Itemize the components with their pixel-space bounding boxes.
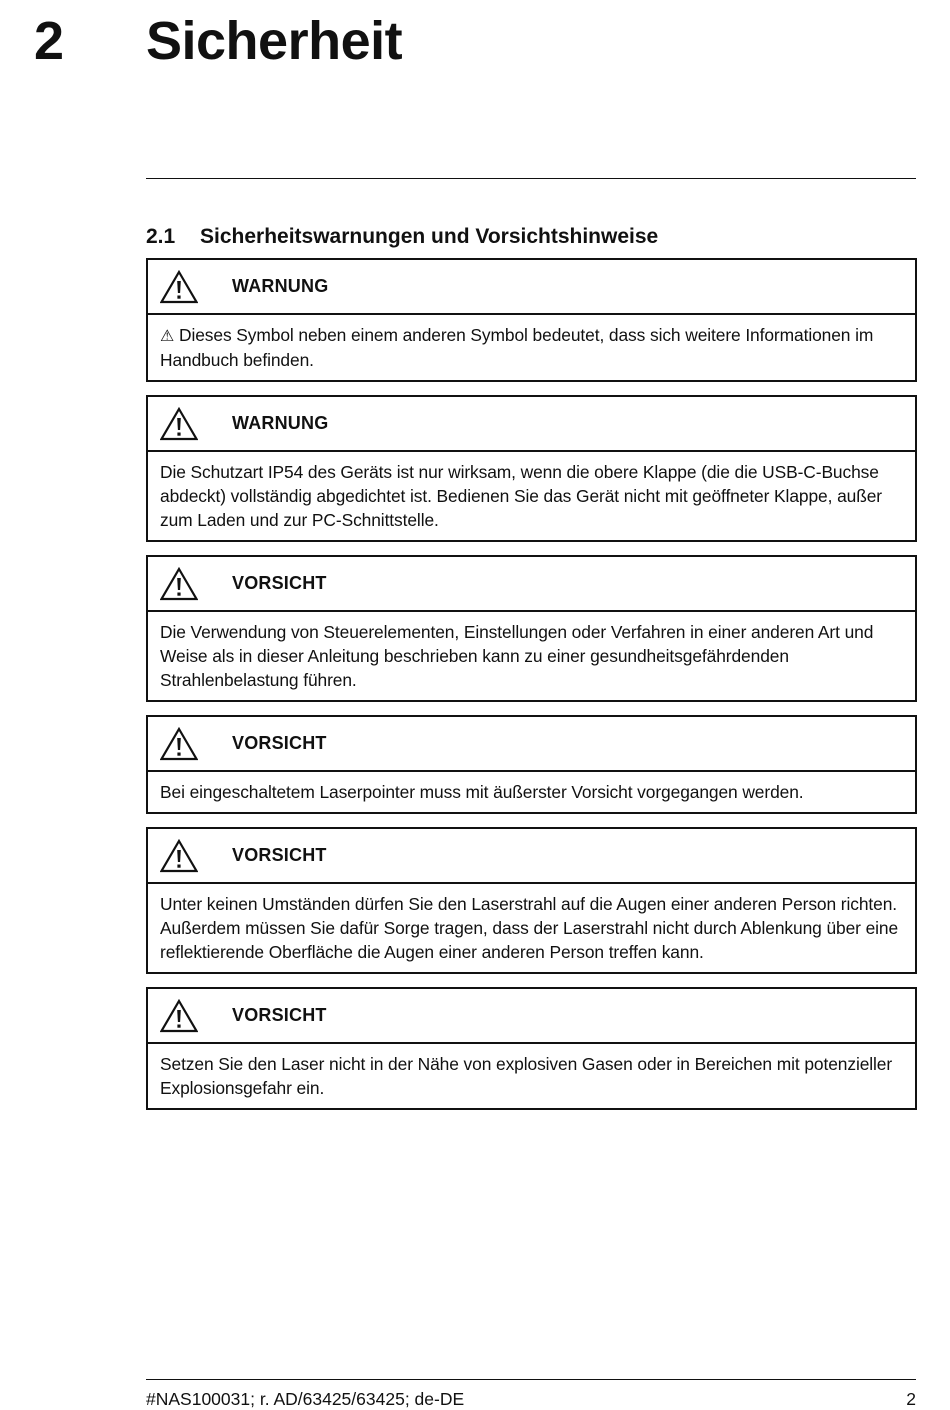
notice-label: VORSICHT bbox=[232, 573, 327, 593]
warning-triangle-icon bbox=[160, 839, 198, 873]
warning-triangle-icon bbox=[160, 999, 198, 1033]
notice-text bbox=[148, 315, 915, 380]
caution-notice bbox=[146, 987, 917, 1110]
caution-notice bbox=[146, 555, 917, 702]
section-title: Sicherheitswarnungen und Vorsichtshinweise bbox=[200, 225, 659, 248]
notice-label: VORSICHT bbox=[232, 733, 327, 753]
caution-notice bbox=[146, 827, 917, 974]
chapter-title: Sicherheit bbox=[146, 11, 403, 71]
warning-triangle-icon bbox=[160, 567, 198, 601]
notice-header bbox=[148, 260, 915, 315]
notice-header bbox=[148, 397, 915, 452]
inline-warning-symbol: ⚠ bbox=[160, 326, 175, 345]
page-number: 2 bbox=[906, 1389, 916, 1409]
notice-text: Die Schutzart IP54 des Geräts ist nur wirksam, wenn die obere Klappe (die die USB-C-Buchse abdeckt) vollständig abgedichtet ist. Bedienen Sie das Gerät nicht mit geöffneter Klappe, außer zum Laden und zur PC-Schnittstelle. bbox=[160, 462, 882, 530]
notice-text: Die Verwendung von Steuerelementen, Einstellungen oder Verfahren in einer anderen Art und Weise als in dieser Anleitung beschrieben kann zu einer gesundheitsgefährdenden Strahlenbelastung führen. bbox=[160, 622, 874, 690]
notice-text: Bei eingeschaltetem Laserpointer muss mit äußerster Vorsicht vorgegangen werden. bbox=[160, 782, 804, 802]
notice-header bbox=[148, 557, 915, 612]
warning-triangle-icon bbox=[160, 727, 198, 761]
warning-triangle-icon bbox=[160, 270, 198, 304]
warning-notice bbox=[146, 258, 917, 382]
chapter-divider bbox=[146, 178, 916, 179]
footer-reference: #NAS100031; r. AD/63425/63425; de-DE bbox=[146, 1389, 465, 1409]
section-number: 2.1 bbox=[146, 225, 176, 248]
notice-header bbox=[148, 717, 915, 772]
chapter-number: 2 bbox=[34, 11, 64, 71]
notice-text-content: Dieses Symbol neben einem anderen Symbol bedeutet, dass sich weitere Informationen im Handbuch befinden. bbox=[160, 325, 874, 370]
notice-text: Unter keinen Umständen dürfen Sie den Laserstrahl auf die Augen einer anderen Person richten. Außerdem müssen Sie dafür Sorge tragen, dass der Laserstrahl nicht durch Ablenkung über eine reflektierende Oberfläche die Augen einer anderen Person treffen kann. bbox=[160, 894, 899, 962]
notice-header bbox=[148, 989, 915, 1044]
safety-notices bbox=[146, 258, 917, 1123]
notice-label: WARNUNG bbox=[232, 276, 329, 296]
notice-label: VORSICHT bbox=[232, 1005, 327, 1025]
notice-header bbox=[148, 829, 915, 884]
notice-text: Setzen Sie den Laser nicht in der Nähe von explosiven Gasen oder in Bereichen mit potenzieller Explosionsgefahr ein. bbox=[160, 1054, 893, 1098]
caution-notice bbox=[146, 715, 917, 814]
warning-notice bbox=[146, 395, 917, 542]
footer-divider bbox=[146, 1379, 916, 1380]
notice-label: VORSICHT bbox=[232, 845, 327, 865]
warning-triangle-icon bbox=[160, 407, 198, 441]
notice-label: WARNUNG bbox=[232, 413, 329, 433]
section-heading bbox=[146, 223, 658, 251]
